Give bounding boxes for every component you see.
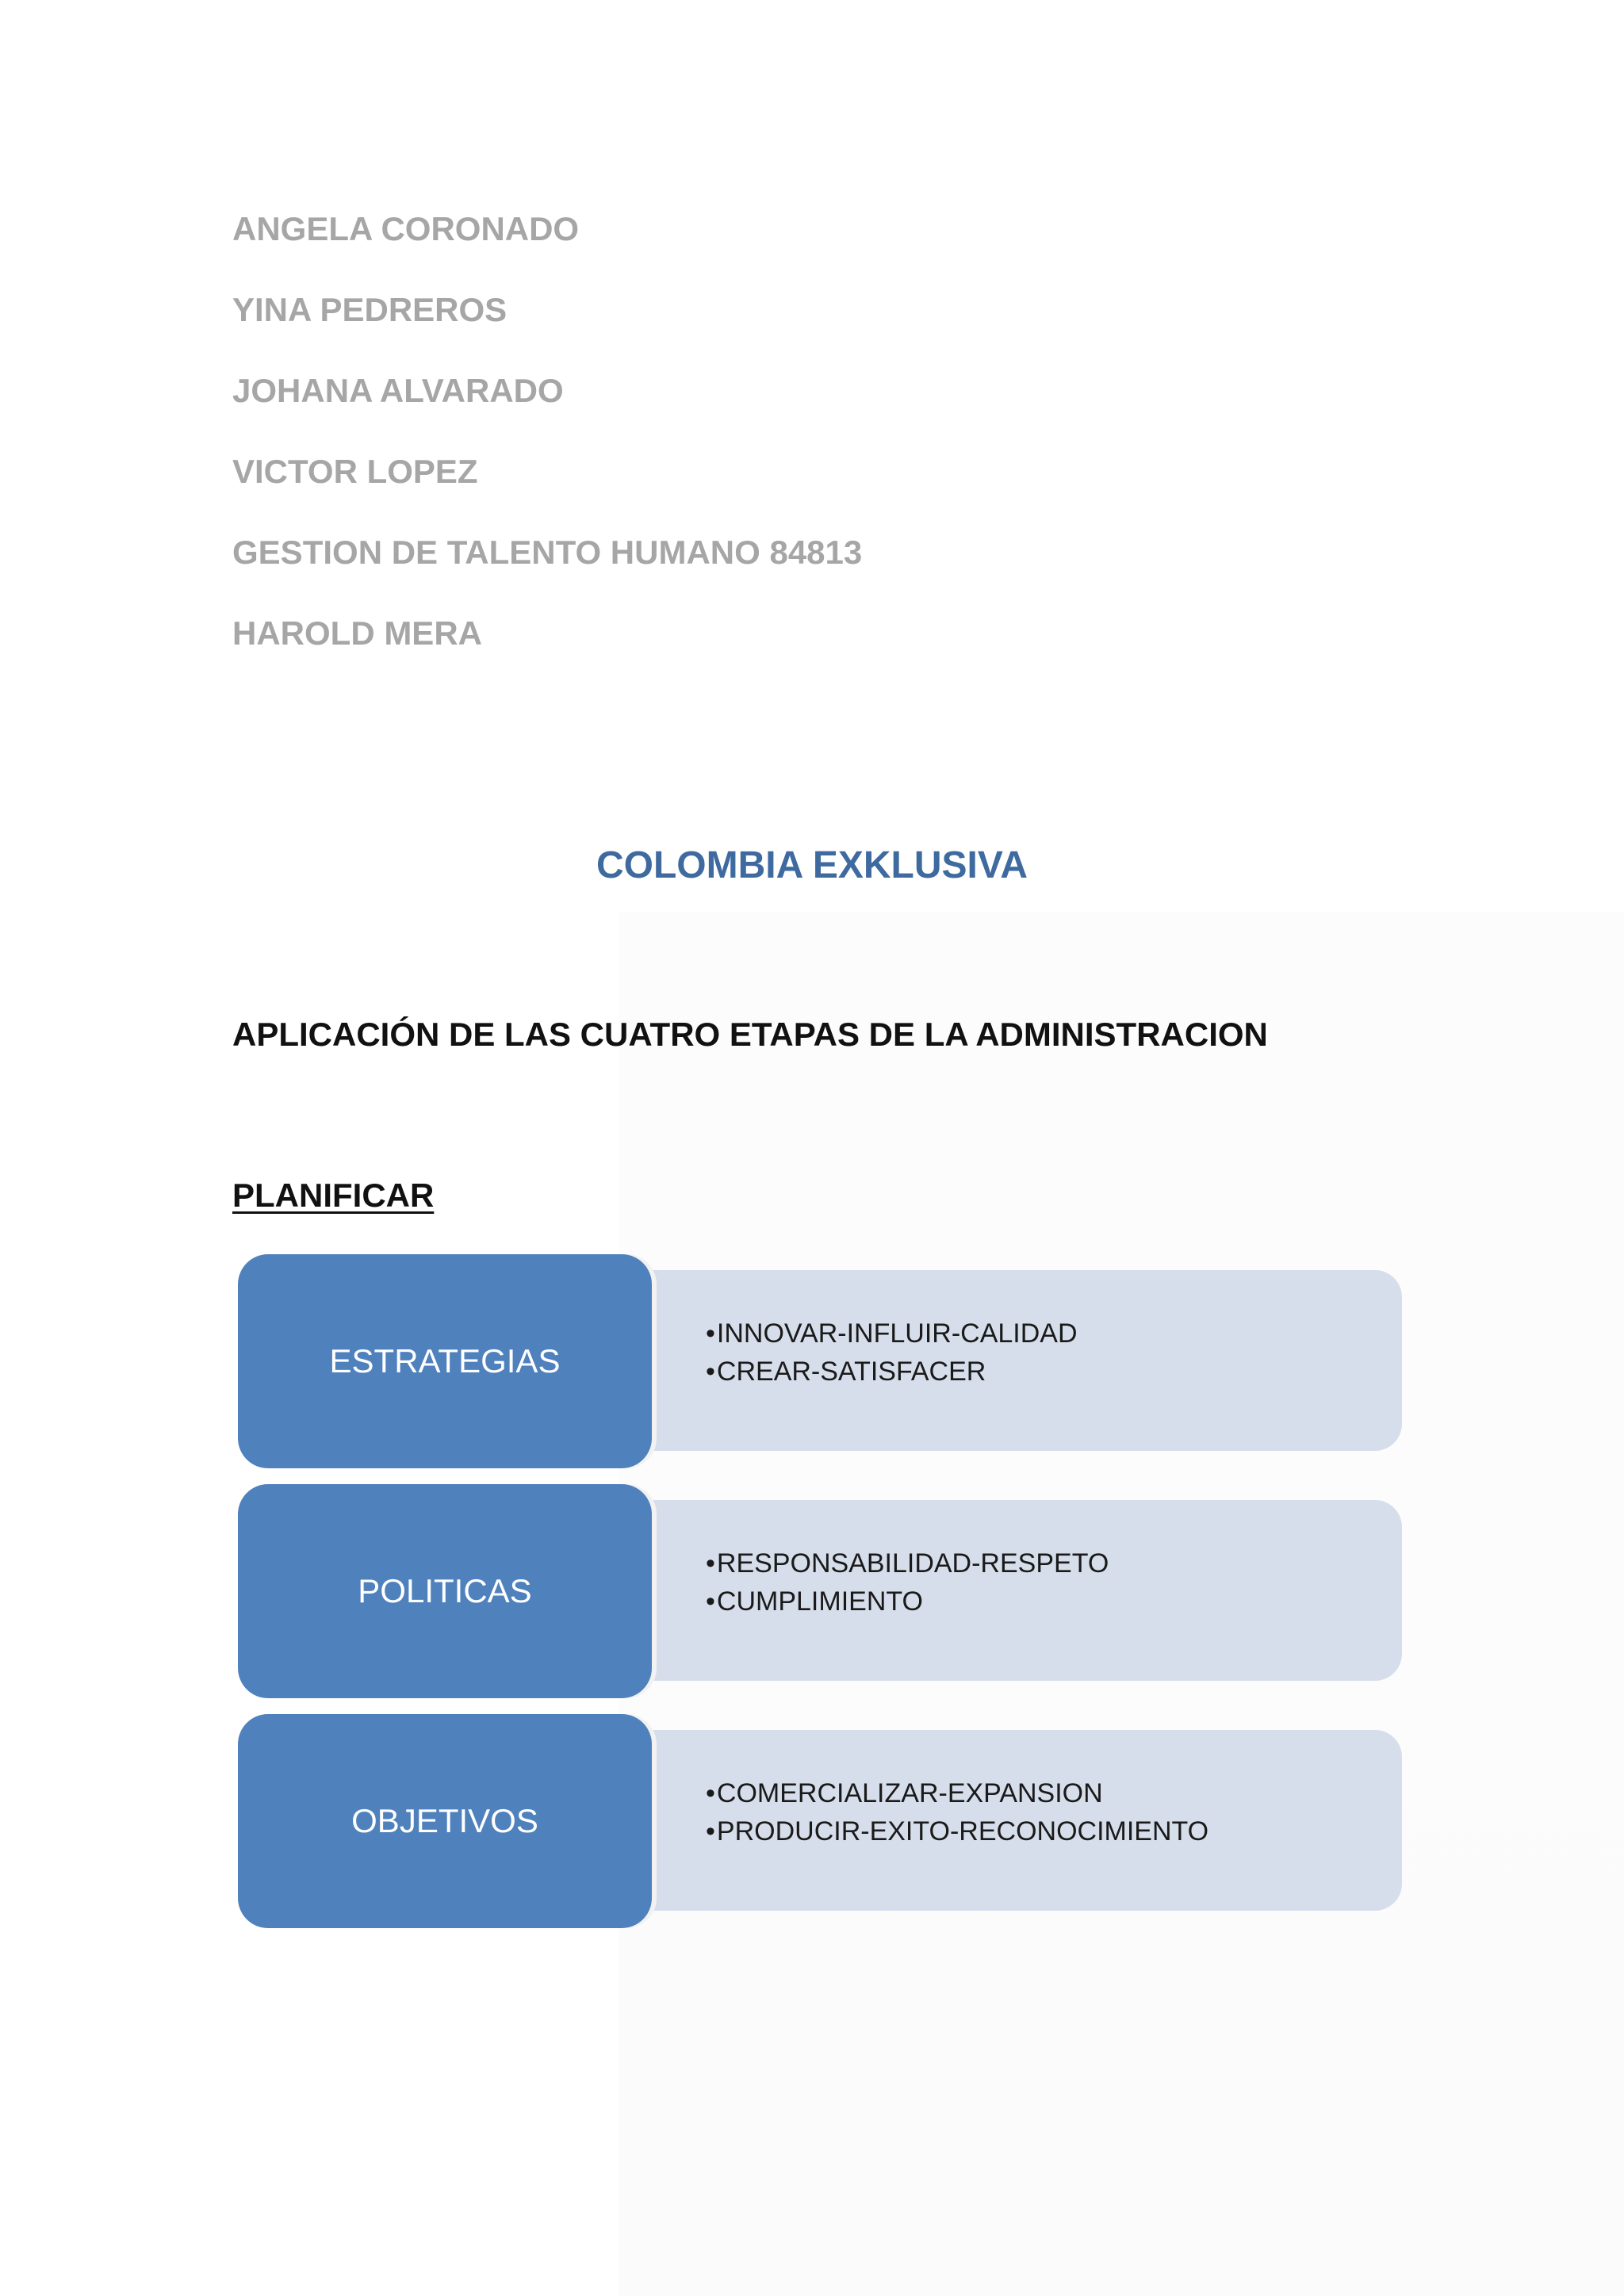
planning-diagram: [238, 1254, 1402, 1928]
subsection-heading: PLANIFICAR: [232, 1177, 435, 1214]
stage-item: • CUMPLIMIENTO: [706, 1582, 1109, 1621]
stage-item-list: [706, 1774, 1208, 1850]
stage-item-list: [706, 1314, 1078, 1391]
stage-item: • CREAR-SATISFACER: [706, 1353, 1078, 1391]
stage-detail-panel: [619, 1270, 1402, 1451]
stage-item: • PRODUCIR-EXITO-RECONOCIMIENTO: [706, 1812, 1208, 1850]
stage-box: [238, 1254, 652, 1468]
section-heading: APLICACIÓN DE LAS CUATRO ETAPAS DE LA ADMINISTRACION: [232, 1016, 1268, 1053]
stage-detail-panel: [619, 1730, 1402, 1911]
course-name: GESTION DE TALENTO HUMANO 84813: [232, 534, 863, 571]
stage-label: ESTRATEGIAS: [329, 1342, 561, 1380]
stage-item: • INNOVAR-INFLUIR-CALIDAD: [706, 1314, 1078, 1353]
stage-row-estrategias: [238, 1254, 1402, 1468]
stage-row-objetivos: [238, 1714, 1402, 1928]
author-list: [232, 189, 862, 674]
author-name: ANGELA CORONADO: [232, 210, 580, 247]
stage-row-politicas: [238, 1484, 1402, 1698]
stage-item: • RESPONSABILIDAD-RESPETO: [706, 1544, 1109, 1582]
author-name: YINA PEDREROS: [232, 291, 508, 328]
company-title: COLOMBIA EXKLUSIVA: [596, 844, 1028, 886]
stage-box: [238, 1714, 652, 1928]
stage-item: • COMERCIALIZAR-EXPANSION: [706, 1774, 1208, 1812]
author-name: VICTOR LOPEZ: [232, 453, 478, 490]
stage-box: [238, 1484, 652, 1698]
author-name: JOHANA ALVARADO: [232, 372, 564, 409]
stage-item-list: [706, 1544, 1109, 1621]
author-name: HAROLD MERA: [232, 614, 482, 652]
stage-detail-panel: [619, 1500, 1402, 1681]
stage-label: POLITICAS: [358, 1572, 532, 1609]
stage-label: OBJETIVOS: [351, 1802, 538, 1839]
